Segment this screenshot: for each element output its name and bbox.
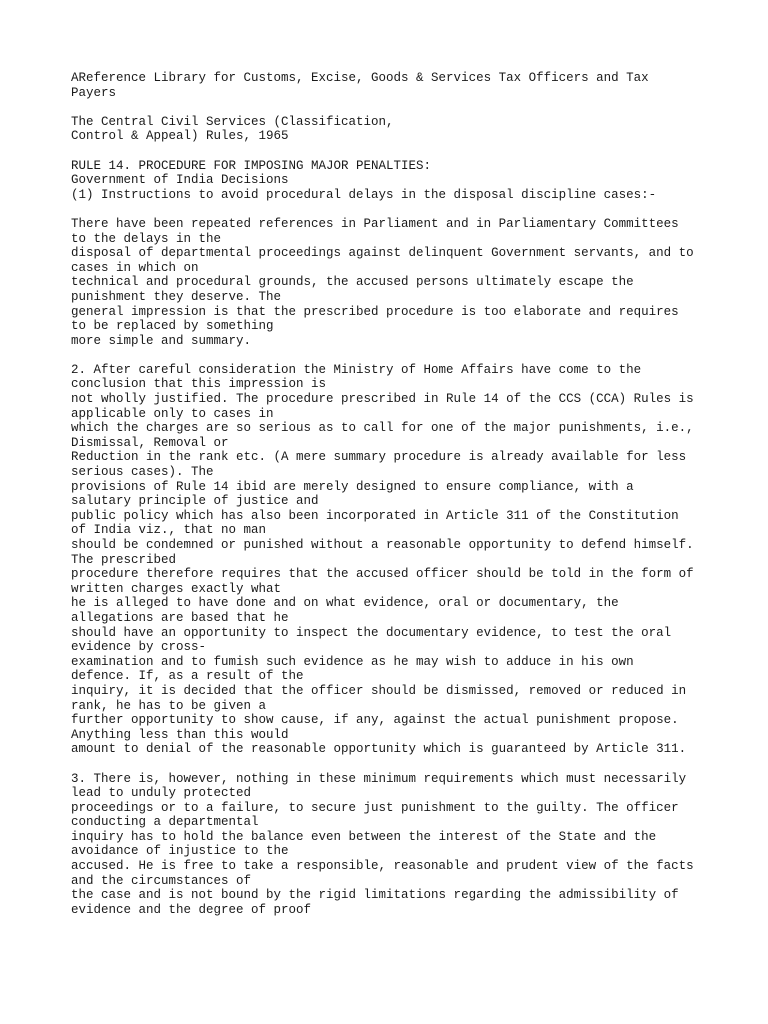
text-line: he is alleged to have done and on what evidence, oral or documentary, the (71, 596, 619, 611)
text-line: Government of India Decisions (71, 173, 289, 188)
text-line: written charges exactly what (71, 581, 282, 596)
text-line: AReference Library for Customs, Excise, Goods & Services Tax Officers and Tax (71, 71, 649, 85)
text-line: conclusion that this impression is (71, 377, 327, 392)
text-line: should be condemned or punished without a reasonable opportunity to defend himself. (71, 538, 694, 552)
text-line: (1) Instructions to avoid procedural delays in the disposal discipline cases:- (71, 187, 657, 202)
text-line: cases in which on (71, 260, 199, 275)
text-line: evidence and the degree of proof (71, 902, 312, 917)
text-line: 3. There is, however, nothing in these minimum requirements which must necessarily (71, 771, 687, 786)
text-line: The prescribed (71, 552, 177, 567)
text-line: defence. If, as a result of the (71, 669, 304, 684)
text-line: applicable only to cases in (71, 406, 274, 421)
rule-heading-paragraph (71, 159, 721, 203)
header-paragraph (71, 71, 721, 100)
text-line: proceedings or to a failure, to secure just punishment to the guilty. The officer (71, 800, 679, 815)
text-line: Dismissal, Removal or (71, 435, 229, 450)
text-line: should have an opportunity to inspect the documentary evidence, to test the oral (71, 625, 672, 640)
text-line: general impression is that the prescribed procedure is too elaborate and requires (71, 304, 679, 319)
text-line: procedure therefore requires that the accused officer should be told in the form of (71, 567, 694, 582)
text-line: Reduction in the rank etc. (A mere summary procedure is already available for less (71, 450, 687, 465)
text-line: disposal of departmental proceedings against delinquent Government servants, and to (71, 246, 694, 261)
text-line: 2. After careful consideration the Ministry of Home Affairs have come to the (71, 362, 642, 377)
text-line: inquiry, it is decided that the officer should be dismissed, removed or reduced in (71, 683, 687, 698)
text-line: RULE 14. PROCEDURE FOR IMPOSING MAJOR PENALTIES: (71, 158, 432, 173)
body-paragraph-1 (71, 217, 721, 348)
text-line: examination and to fumish such evidence as he may wish to adduce in his own (71, 654, 634, 669)
body-paragraph-3 (71, 772, 721, 918)
text-line: and the circumstances of (71, 873, 252, 888)
text-line: serious cases). The (71, 465, 214, 480)
text-line: technical and procedural grounds, the accused persons ultimately escape the (71, 275, 634, 290)
rules-title-paragraph (71, 115, 721, 144)
text-line: evidence by cross- (71, 640, 207, 655)
text-line: lead to unduly protected (71, 786, 252, 801)
text-line: The Central Civil Services (Classification, (71, 114, 394, 129)
text-line: Control & Appeal) Rules, 1965 (71, 129, 289, 144)
text-line: accused. He is free to take a responsible, reasonable and prudent view of the facts (71, 859, 694, 874)
text-line: allegations are based that he (71, 610, 289, 625)
text-line: rank, he has to be given a (71, 698, 267, 713)
text-line: conducting a departmental (71, 815, 259, 830)
text-line: There have been repeated references in Parliament and in Parliamentary Committees (71, 216, 679, 231)
text-line: not wholly justified. The procedure prescribed in Rule 14 of the CCS (CCA) Rules is (71, 392, 694, 407)
text-line: salutary principle of justice and (71, 494, 319, 509)
document-page (71, 71, 721, 932)
text-line: punishment they deserve. The (71, 289, 282, 304)
text-line: further opportunity to show cause, if any, against the actual punishment propose. (71, 713, 679, 728)
body-paragraph-2 (71, 363, 721, 757)
text-line: which the charges are so serious as to call for one of the major punishments, i.e., (71, 421, 694, 436)
text-line: to be replaced by something (71, 319, 274, 334)
text-line: inquiry has to hold the balance even between the interest of the State and the (71, 829, 657, 844)
text-line: public policy which has also been incorporated in Article 311 of the Constitution (71, 508, 679, 523)
text-line: avoidance of injustice to the (71, 844, 289, 859)
text-line: Payers (71, 85, 117, 100)
text-line: more simple and summary. (71, 333, 252, 348)
text-line: the case and is not bound by the rigid limitations regarding the admissibility of (71, 888, 679, 903)
text-line: amount to denial of the reasonable opportunity which is guaranteed by Article 311. (71, 742, 687, 757)
text-line: provisions of Rule 14 ibid are merely designed to ensure compliance, with a (71, 479, 634, 494)
text-line: to the delays in the (71, 231, 222, 246)
text-line: of India viz., that no man (71, 523, 267, 538)
text-line: Anything less than this would (71, 727, 289, 742)
